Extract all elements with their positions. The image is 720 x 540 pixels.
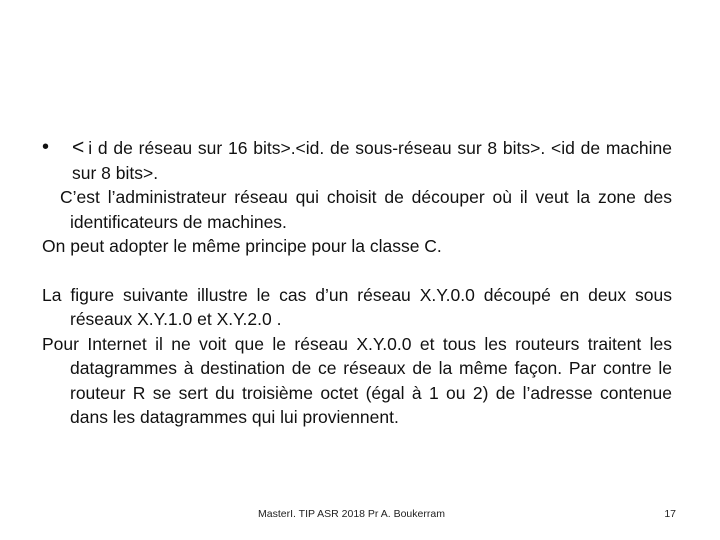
para-admin: C’est l’administrateur réseau qui choisit de découper où il veut la zone des identificateurs de machines. xyxy=(60,187,672,232)
para-class-c: On peut adopter le même principe pour la classe C. xyxy=(42,236,442,256)
page-number: 17 xyxy=(664,508,676,520)
bullet-dot-icon: • xyxy=(42,136,50,158)
bullet-item xyxy=(42,136,672,185)
slide-content xyxy=(42,136,672,430)
para-internet: Pour Internet il ne voit que le réseau X.Y.0.0 et tous les routeurs traitent les datagrammes à destination de ce réseaux de la même façon. Par contre le routeur R se sert du troisième octet (égal à 1 ou 2) de l’adresse contenue dans les datagrammes qui lui proviennent. xyxy=(42,333,672,427)
spacer xyxy=(42,259,672,283)
para-figure: La figure suivante illustre le cas d’un réseau X.Y.0.0 découpé en deux sous réseaux X.Y.1.0 et X.Y.2.0 . xyxy=(42,284,672,329)
footer-course: MasterI. TIP ASR 2018 Pr A. Boukerram xyxy=(258,508,445,520)
bullet-text: i d de réseau sur 16 bits>.<id. de sous-réseau sur 8 bits>. <id de machine sur 8 bits>. xyxy=(72,138,672,183)
bullet-lt-symbol: < xyxy=(72,136,85,159)
